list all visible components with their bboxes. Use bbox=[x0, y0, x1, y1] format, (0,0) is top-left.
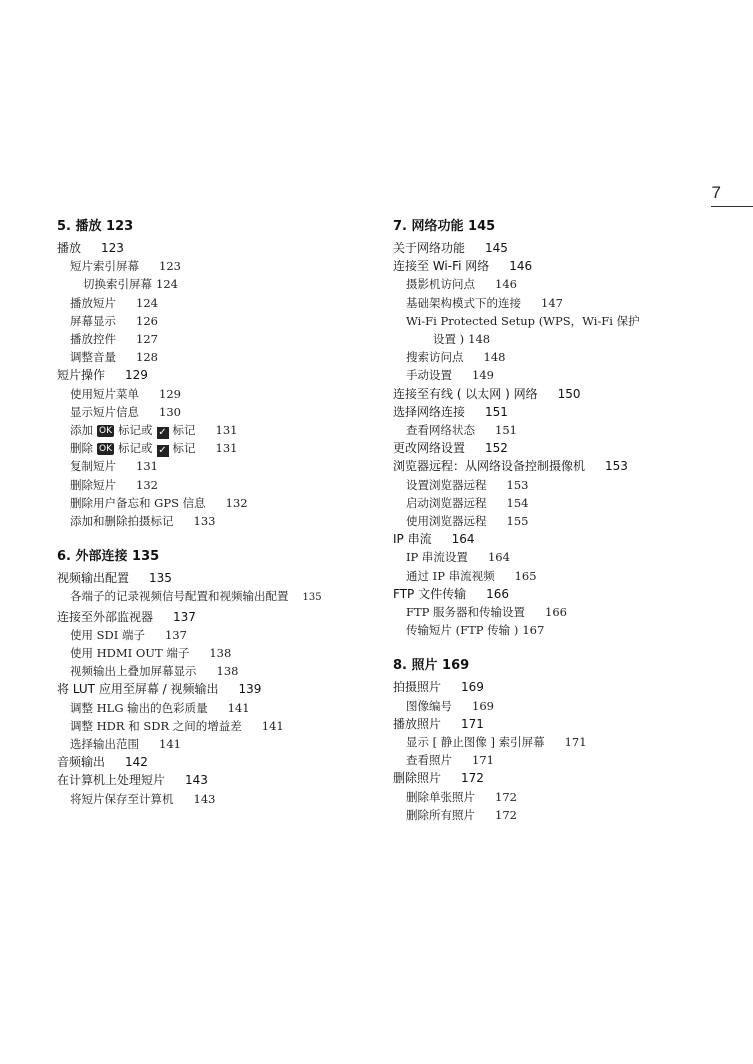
toc-subitem[interactable] bbox=[57, 275, 357, 293]
toc-page-number: 142 bbox=[125, 755, 148, 770]
toc-page-number: 123 bbox=[159, 259, 181, 274]
toc-item[interactable] bbox=[393, 312, 723, 330]
toc-page-number: 124 bbox=[156, 277, 178, 292]
toc-page-number: 149 bbox=[472, 368, 494, 383]
toc-item-title: 删除用户备忘和 GPS 信息 bbox=[70, 495, 206, 510]
toc-item-title: 删除短片 bbox=[70, 477, 116, 492]
toc-section-title: 拍摄照片 bbox=[393, 680, 442, 695]
toc-section[interactable] bbox=[57, 753, 357, 771]
toc-item[interactable] bbox=[393, 366, 723, 384]
toc-page-number: 145 bbox=[485, 241, 508, 255]
toc-item-title: 基础架构模式下的连接 bbox=[406, 295, 521, 310]
toc-page-number: 164 bbox=[451, 532, 475, 547]
toc-section-title: 关于网络功能 bbox=[393, 241, 466, 255]
toc-section-title: FTP 文件传输 bbox=[393, 586, 467, 601]
chapter-8-heading[interactable]: 8. 照片 169 bbox=[393, 658, 470, 674]
toc-item-title: FTP 服务器和传输设置 bbox=[406, 605, 526, 620]
toc-page-number: 166 bbox=[545, 605, 567, 620]
toc-item-continuation[interactable] bbox=[393, 330, 723, 348]
toc-section[interactable] bbox=[57, 608, 357, 626]
toc-section-title: 浏览器远程：从网络设备控制摄像机 bbox=[393, 459, 586, 474]
toc-page-number: 172 bbox=[461, 771, 484, 786]
toc-section[interactable] bbox=[57, 366, 357, 384]
toc-item[interactable] bbox=[57, 790, 357, 808]
toc-page-number: 146 bbox=[509, 259, 533, 274]
toc-item-title: Wi-Fi Protected Setup (WPS，Wi-Fi 保护 bbox=[406, 313, 640, 328]
toc-page-number: 135 bbox=[302, 592, 322, 604]
toc-section[interactable] bbox=[57, 569, 357, 587]
toc-page-number: 146 bbox=[495, 277, 517, 292]
toc-item-title: 使用短片菜单 bbox=[70, 386, 139, 401]
toc-item-title: 短片索引屏幕 bbox=[70, 259, 139, 274]
toc-item-title: 摄影机访问点 bbox=[406, 277, 475, 292]
toc-section-title: 在计算机上处理短片 bbox=[57, 773, 166, 788]
toc-section-title: 播放照片 bbox=[393, 716, 442, 731]
toc-page-number: 153 bbox=[605, 459, 628, 474]
toc-page-number: 123 bbox=[101, 241, 124, 255]
toc-page-number: 143 bbox=[193, 791, 216, 806]
toc-section-title: 选择网络连接 bbox=[393, 404, 466, 419]
toc-page-number: 138 bbox=[216, 664, 239, 679]
toc-item[interactable] bbox=[393, 567, 723, 585]
toc-item[interactable] bbox=[393, 788, 723, 806]
toc-page-number: 131 bbox=[136, 459, 158, 474]
toc-item-title: 添加和删除拍摄标记 bbox=[70, 514, 174, 529]
toc-page-number: 129 bbox=[159, 386, 181, 401]
ok-mark-icon: OK bbox=[99, 426, 112, 437]
toc-page-number: 155 bbox=[506, 514, 529, 529]
toc-page-number: 165 bbox=[514, 568, 537, 583]
toc-item-title: 调整 HLG 输出的色彩质量 bbox=[70, 700, 208, 715]
toc-page-number: 167 bbox=[522, 623, 545, 638]
toc-left-column bbox=[57, 218, 357, 808]
toc-item[interactable] bbox=[57, 587, 357, 607]
page-number: 7 bbox=[711, 183, 721, 202]
toc-item-title: 调整音量 bbox=[70, 350, 116, 365]
toc-item-title: 使用浏览器远程 bbox=[406, 514, 487, 529]
toc-page-number: 131 bbox=[215, 441, 238, 456]
toc-item[interactable] bbox=[57, 494, 357, 512]
toc-item-title: 屏幕显示 bbox=[70, 313, 116, 328]
toc-item[interactable] bbox=[393, 806, 723, 824]
toc-section-title: IP 串流 bbox=[393, 532, 432, 547]
toc-section[interactable] bbox=[57, 771, 357, 789]
toc-item[interactable] bbox=[57, 348, 357, 366]
toc-item-title-mid: 标记或 bbox=[118, 441, 153, 456]
toc-section[interactable] bbox=[393, 403, 723, 421]
toc-item[interactable] bbox=[57, 330, 357, 348]
toc-item[interactable] bbox=[393, 548, 723, 566]
toc-section[interactable] bbox=[393, 530, 723, 548]
page-number-rule bbox=[711, 206, 753, 207]
toc-item[interactable] bbox=[57, 385, 357, 403]
toc-section[interactable] bbox=[393, 715, 723, 733]
toc-page-number: 172 bbox=[495, 807, 517, 822]
toc-page-number: 131 bbox=[215, 423, 238, 438]
toc-page-number: 132 bbox=[136, 477, 158, 492]
toc-page-number: 171 bbox=[472, 753, 494, 768]
toc-item[interactable] bbox=[57, 439, 357, 457]
toc-item-title: 切换索引屏幕 bbox=[83, 277, 152, 292]
toc-section-title: 音频输出 bbox=[57, 755, 106, 770]
toc-page-number: 152 bbox=[485, 441, 508, 456]
toc-item-title: 各端子的记录视频信号配置和视频输出配置 bbox=[70, 589, 289, 604]
toc-page-number: 171 bbox=[461, 716, 484, 731]
toc-page-number: 150 bbox=[557, 386, 581, 401]
toc-item-title: 使用 HDMI OUT 端子 bbox=[70, 646, 190, 661]
toc-page-number: 124 bbox=[136, 295, 158, 310]
toc-page-number: 133 bbox=[193, 514, 216, 529]
toc-page-number: 141 bbox=[227, 700, 250, 715]
toc-item[interactable] bbox=[57, 294, 357, 312]
toc-page-number: 169 bbox=[472, 698, 494, 713]
toc-page-number: 129 bbox=[125, 368, 148, 383]
toc-section[interactable] bbox=[393, 385, 723, 403]
toc-item[interactable] bbox=[393, 476, 723, 494]
toc-page-number: 166 bbox=[486, 586, 509, 601]
toc-item[interactable] bbox=[393, 733, 723, 751]
toc-page-number: 126 bbox=[136, 313, 158, 328]
check-mark-icon: ✓ bbox=[158, 445, 167, 457]
toc-item[interactable] bbox=[393, 603, 723, 621]
chapter-5-heading[interactable]: 5. 播放 123 bbox=[57, 219, 134, 234]
ok-mark-icon: OK bbox=[99, 444, 112, 455]
toc-item-title: 搜索访问点 bbox=[406, 350, 464, 365]
toc-item[interactable] bbox=[393, 512, 723, 530]
toc-page-number: 151 bbox=[495, 423, 517, 438]
toc-item[interactable] bbox=[393, 421, 723, 439]
toc-section[interactable] bbox=[393, 769, 723, 787]
toc-item[interactable] bbox=[57, 457, 357, 475]
toc-item[interactable] bbox=[57, 421, 357, 439]
toc-item-title-suffix: 标记 bbox=[172, 441, 196, 456]
toc-item[interactable] bbox=[393, 294, 723, 312]
toc-page-number: 172 bbox=[495, 789, 517, 804]
toc-item-title: 设置 ) bbox=[433, 332, 465, 347]
toc-page-number: 141 bbox=[261, 718, 284, 733]
toc-item[interactable] bbox=[393, 751, 723, 769]
toc-item-title: 删除所有照片 bbox=[406, 807, 475, 822]
toc-section[interactable] bbox=[57, 239, 357, 257]
toc-page-number: 130 bbox=[159, 404, 181, 419]
toc-page-number: 128 bbox=[136, 350, 158, 365]
toc-item[interactable] bbox=[57, 512, 357, 530]
toc-item[interactable] bbox=[57, 735, 357, 753]
toc-item[interactable] bbox=[57, 699, 357, 717]
toc-section-title: 更改网络设置 bbox=[393, 441, 466, 456]
toc-page-number: 143 bbox=[185, 773, 208, 788]
toc-item[interactable] bbox=[57, 257, 357, 275]
toc-page-number: 148 bbox=[483, 350, 506, 365]
toc-item-title-mid: 标记或 bbox=[118, 423, 153, 438]
toc-page-number: 139 bbox=[238, 682, 262, 697]
toc-item-title: 播放控件 bbox=[70, 332, 116, 347]
toc-item-title-suffix: 标记 bbox=[172, 423, 196, 438]
toc-page-number: 132 bbox=[225, 495, 248, 510]
toc-item-title: 将短片保存至计算机 bbox=[70, 791, 174, 806]
toc-item-title: 使用 SDI 端子 bbox=[70, 627, 145, 642]
toc-item-title: 显示 [ 静止图像 ] 索引屏幕 bbox=[406, 735, 545, 750]
toc-item-title-prefix: 添加 bbox=[70, 423, 93, 438]
toc-section-title: 连接至有线 ( 以太网 ) 网络 bbox=[393, 386, 538, 401]
toc-section[interactable] bbox=[57, 680, 357, 698]
toc-item-title: 查看网络状态 bbox=[406, 423, 475, 438]
toc-item[interactable] bbox=[393, 494, 723, 512]
toc-item-title: 设置浏览器远程 bbox=[406, 477, 487, 492]
toc-section-title: 连接至 Wi-Fi 网络 bbox=[393, 259, 490, 274]
toc-section[interactable] bbox=[393, 239, 723, 257]
toc-page-number: 147 bbox=[541, 295, 563, 310]
toc-item-title: 传输短片 (FTP 传输 ) bbox=[406, 623, 519, 638]
toc-page-number: 154 bbox=[506, 495, 529, 510]
toc-section-title: 短片操作 bbox=[57, 368, 106, 383]
toc-page-number: 148 bbox=[468, 332, 491, 347]
toc-section-title: 删除照片 bbox=[393, 771, 442, 786]
toc-item[interactable] bbox=[57, 403, 357, 421]
toc-section[interactable] bbox=[393, 439, 723, 457]
toc-page-number: 135 bbox=[149, 571, 172, 586]
toc-item[interactable] bbox=[393, 697, 723, 715]
toc-item-title: 通过 IP 串流视频 bbox=[406, 568, 495, 583]
toc-item-title-prefix: 删除 bbox=[70, 441, 93, 456]
toc-section[interactable] bbox=[393, 457, 723, 475]
toc-section-title: 将 LUT 应用至屏幕 / 视频输出 bbox=[57, 682, 219, 697]
toc-item[interactable] bbox=[57, 312, 357, 330]
toc-item[interactable] bbox=[57, 662, 357, 680]
toc-item[interactable] bbox=[57, 626, 357, 644]
toc-item[interactable] bbox=[393, 621, 723, 639]
toc-item-title: IP 串流设置 bbox=[406, 550, 468, 565]
toc-item-title: 显示短片信息 bbox=[70, 404, 139, 419]
toc-item-title: 查看照片 bbox=[406, 753, 452, 768]
toc-page-number: 137 bbox=[173, 609, 196, 624]
chapter-6-heading[interactable]: 6. 外部连接 135 bbox=[57, 549, 160, 565]
toc-page-number: 171 bbox=[564, 735, 587, 750]
toc-page-number: 138 bbox=[209, 646, 232, 661]
toc-section[interactable] bbox=[393, 678, 723, 696]
toc-section-title: 视频输出配置 bbox=[57, 571, 130, 586]
toc-section-title: 播放 bbox=[57, 241, 82, 255]
toc-section[interactable] bbox=[393, 585, 723, 603]
chapter-7-heading[interactable]: 7. 网络功能 145 bbox=[393, 219, 496, 234]
toc-item-title: 播放短片 bbox=[70, 295, 116, 310]
toc-page-number: 141 bbox=[159, 737, 181, 752]
toc-page-number: 151 bbox=[485, 404, 508, 419]
toc-page-number: 164 bbox=[487, 550, 510, 565]
toc-item[interactable] bbox=[393, 275, 723, 293]
toc-item[interactable] bbox=[57, 476, 357, 494]
toc-section-title: 连接至外部监视器 bbox=[57, 609, 154, 624]
check-mark-icon: ✓ bbox=[158, 427, 167, 439]
toc-right-column bbox=[393, 218, 723, 824]
toc-item-title: 视频输出上叠加屏幕显示 bbox=[70, 664, 197, 679]
toc-item[interactable] bbox=[57, 717, 357, 735]
toc-item-title: 删除单张照片 bbox=[406, 789, 475, 804]
toc-item-title: 选择输出范围 bbox=[70, 737, 139, 752]
toc-item-title: 图像编号 bbox=[406, 698, 452, 713]
toc-section[interactable] bbox=[393, 257, 723, 275]
toc-item-title: 调整 HDR 和 SDR 之间的增益差 bbox=[70, 718, 242, 733]
toc-page-number: 137 bbox=[164, 627, 187, 642]
toc-page-number: 127 bbox=[136, 332, 158, 347]
toc-item[interactable] bbox=[393, 348, 723, 366]
toc-item-title: 复制短片 bbox=[70, 459, 116, 474]
toc-page-number: 169 bbox=[461, 680, 484, 695]
toc-page-number: 153 bbox=[506, 477, 529, 492]
toc-item-title: 手动设置 bbox=[406, 368, 452, 383]
toc-item[interactable] bbox=[57, 644, 357, 662]
toc-item-title: 启动浏览器远程 bbox=[406, 495, 487, 510]
